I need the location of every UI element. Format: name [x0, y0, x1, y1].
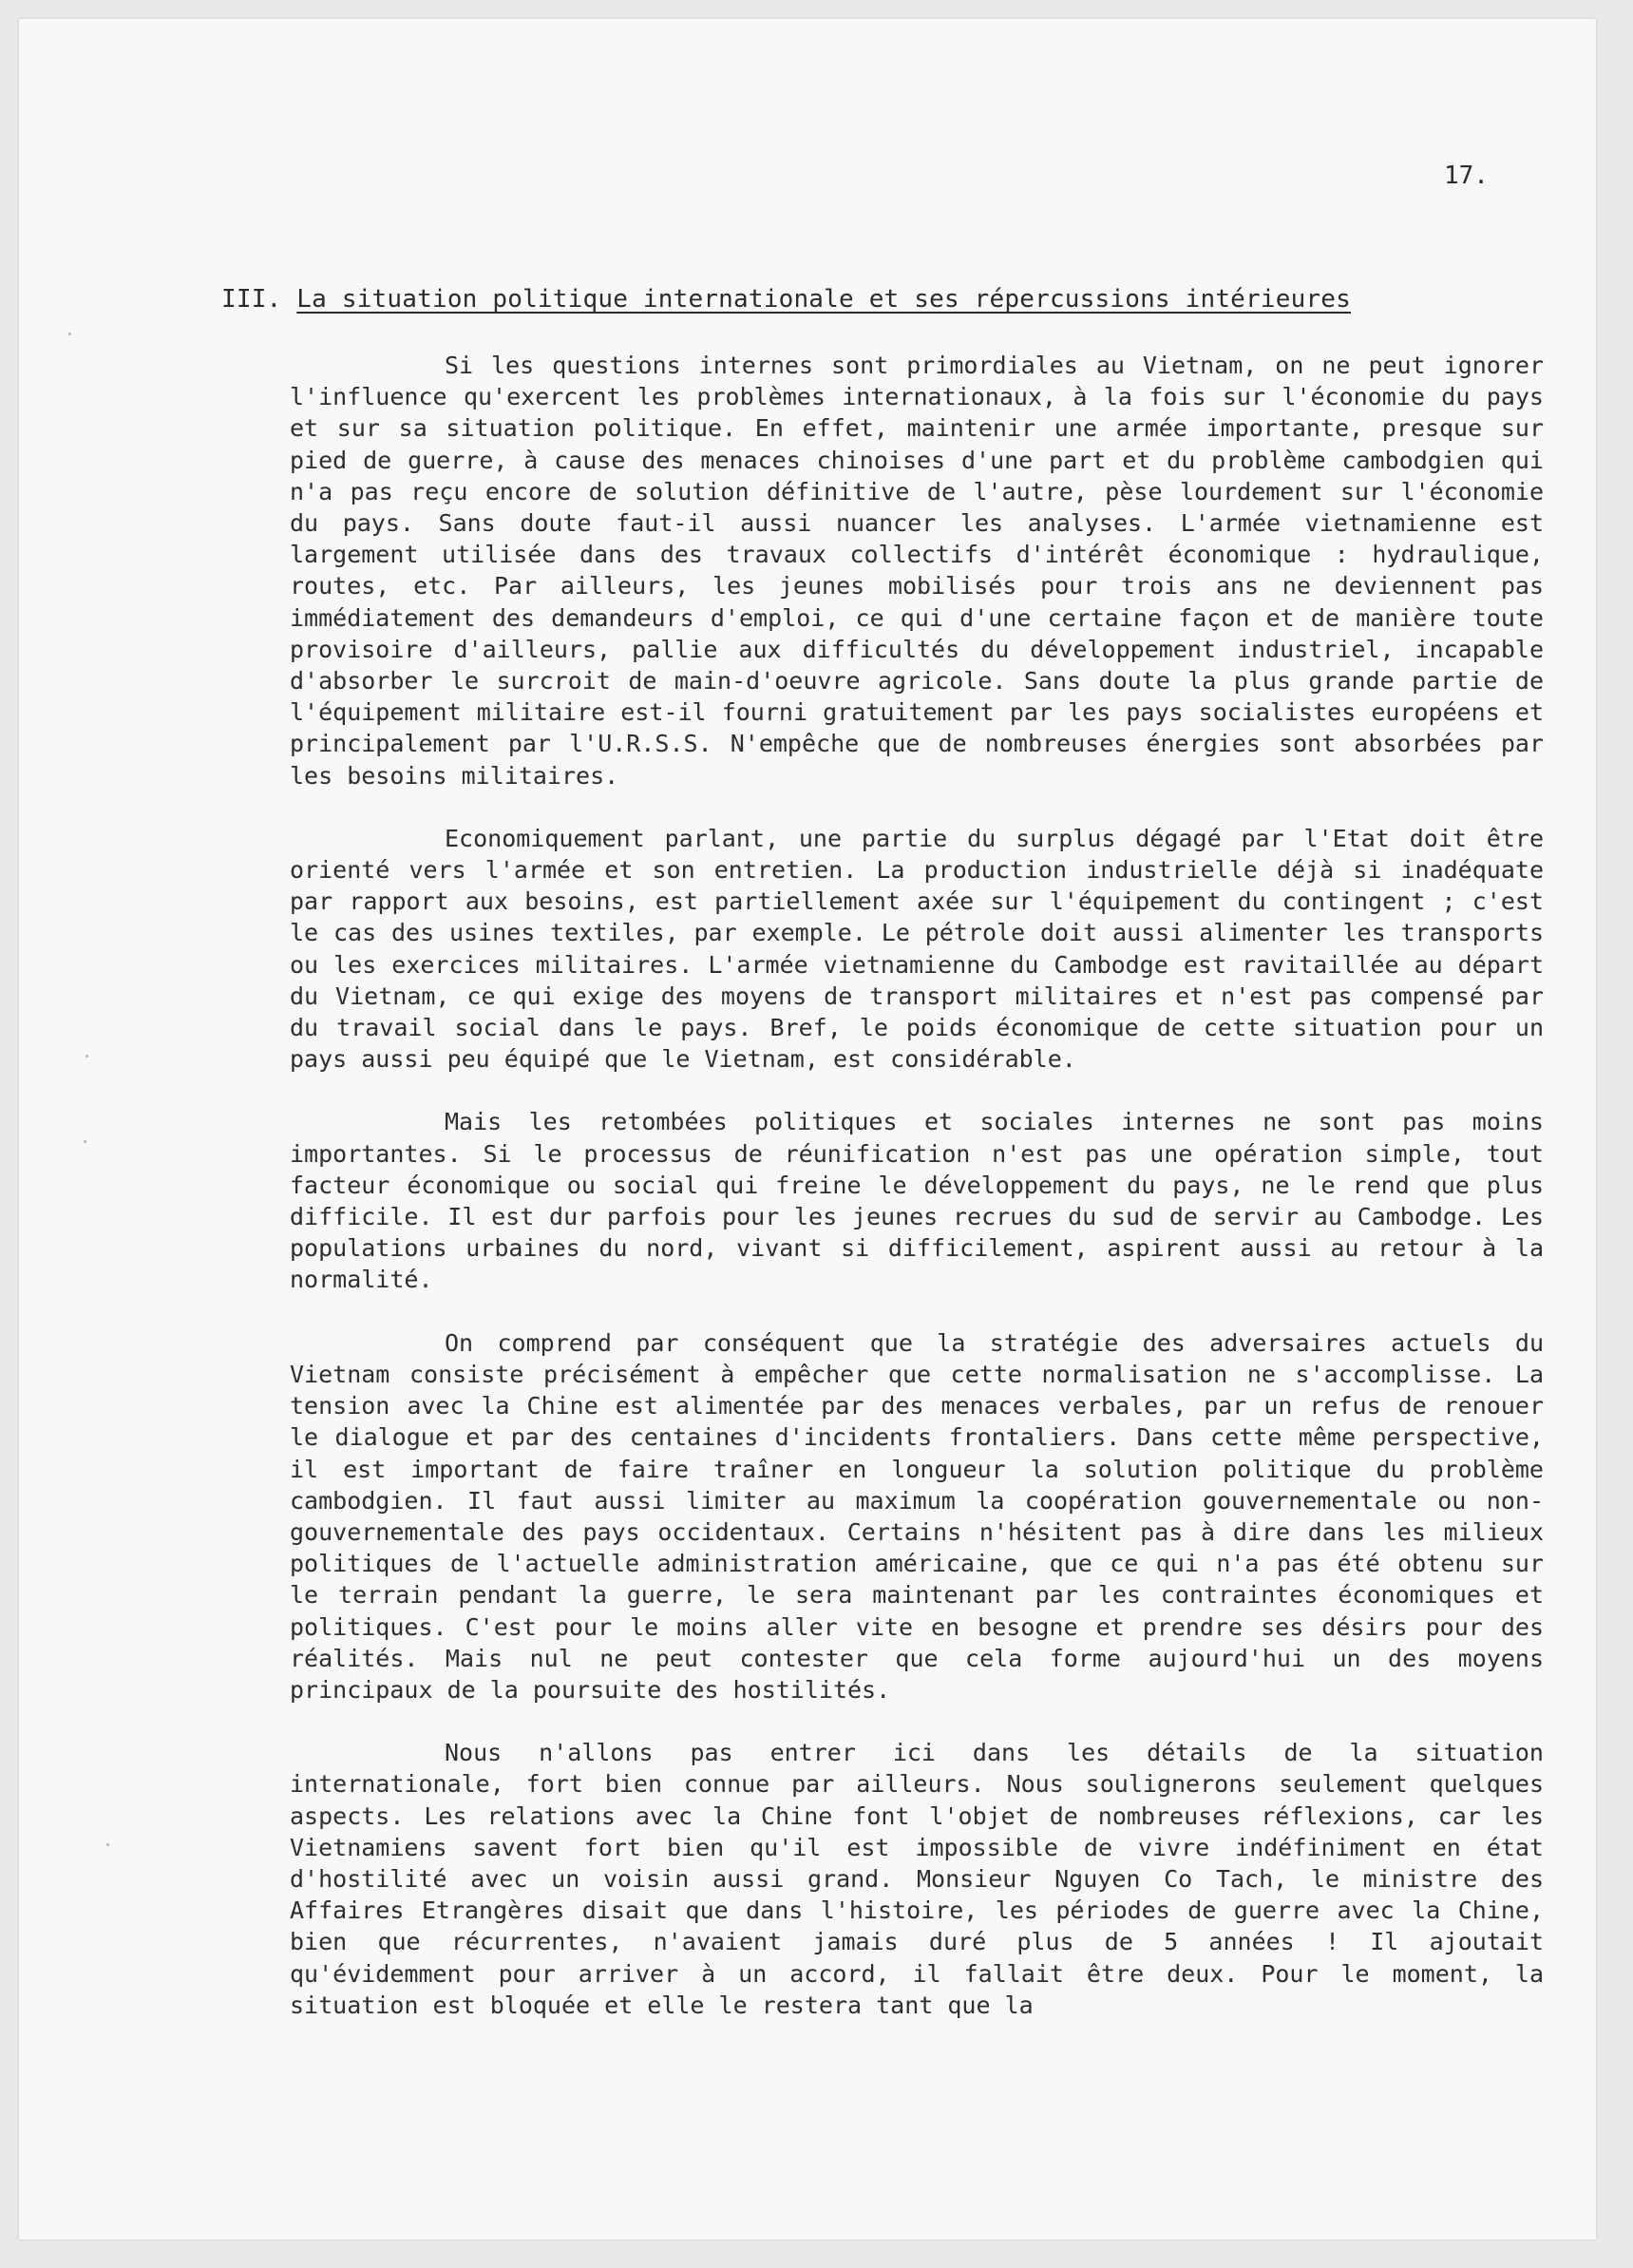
paragraph: On comprend par conséquent que la stratégie des adversaires actuels du Vietnam consiste précisément à empêcher que cette normalisation ne s'accomplisse. La tension avec la Chine est alimentée par des menaces verbales, par un refus de renouer le dialogue et par des centaines d'incidents frontaliers. Dans cette même perspective, il est important de faire traîner en longueur la solution politique du problème cambodgien. Il faut aussi limiter au maximum la coopération gouvernementale ou non-gouvernementale des pays occidentaux. Certains n'hésitent pas à dire dans les milieux politiques de l'actuelle administration américaine, que ce qui n'a pas été obtenu sur le terrain pendant la guerre, le sera maintenant par les contraintes économiques et politiques. C'est pour le moins aller vite en besogne et prendre ses désirs pour des réalités. Mais nul ne peut contester que cela forme aujourd'hui un des moyens principaux de la poursuite des hostilités.: [290, 1328, 1544, 1704]
document-page: [19, 19, 1596, 2239]
section-heading: [221, 285, 1351, 314]
section-title: La situation politique internationale et ses répercussions intérieures: [296, 285, 1352, 314]
paper-speck: [85, 1055, 88, 1058]
section-numeral: III.: [221, 285, 282, 314]
paper-speck: [68, 333, 71, 335]
paper-speck: [84, 1140, 86, 1143]
paragraph: Mais les retombées politiques et sociales internes ne sont pas moins importantes. Si le processus de réunification n'est pas une opération simple, tout facteur économique ou social qui freine le développement du pays, ne le rend que plus difficile. Il est dur parfois pour les jeunes recrues du sud de servir au Cambodge. Les populations urbaines du nord, vivant si difficilement, aspirent aussi au retour à la normalité.: [290, 1108, 1544, 1294]
paragraph: Si les questions internes sont primordiales au Vietnam, on ne peut ignorer l'influence qu'exercent les problèmes internationaux, à la fois sur l'économie du pays et sur sa situation politique. En effet, maintenir une armée importante, presque sur pied de guerre, à cause des menaces chinoises d'une part et du problème cambodgien qui n'a pas reçu encore de solution définitive de l'autre, pèse lourdement sur l'économie du pays. Sans doute faut-il aussi nuancer les analyses. L'armée vietnamienne est largement utilisée dans des travaux collectifs d'intérêt économique : hydraulique, routes, etc. Par ailleurs, les jeunes mobilisés pour trois ans ne deviennent pas immédiatement des demandeurs d'emploi, ce qui d'une certaine façon et de manière toute provisoire d'ailleurs, pallie aux difficultés du développement industriel, incapable d'absorber le surcroit de main-d'oeuvre agricole. Sans doute la plus grande partie de l'équipement militaire est-il fourni gratuitement par les pays socialistes européens et principalement par l'U.R.S.S. N'empêche que de nombreuses énergies sont absorbées par les besoins militaires.: [290, 352, 1544, 790]
paper-speck: [106, 1843, 109, 1846]
paragraph: Economiquement parlant, une partie du surplus dégagé par l'Etat doit être orienté vers l'armée et son entretien. La production industrielle déjà si inadéquate par rapport aux besoins, est partiellement axée sur l'équipement du contingent ; c'est le cas des usines textiles, par exemple. Le pétrole doit aussi alimenter les transports ou les exercices militaires. L'armée vietnamienne du Cambodge est ravitaillée au départ du Vietnam, ce qui exige des moyens de transport militaires et n'est pas compensé par du travail social dans le pays. Bref, le poids économique de cette situation pour un pays aussi peu équipé que le Vietnam, est considérable.: [290, 824, 1544, 1074]
body-text: [290, 350, 1544, 2052]
page-number: 17.: [1444, 162, 1489, 190]
paragraph: Nous n'allons pas entrer ici dans les détails de la situation internationale, fort bien connue par ailleurs. Nous soulignerons seulement quelques aspects. Les relations avec la Chine font l'objet de nombreuses réflexions, car les Vietnamiens savent fort bien qu'il est impossible de vivre indéfiniment en état d'hostilité avec un voisin aussi grand. Monsieur Nguyen Co Tach, le ministre des Affaires Etrangères disait que dans l'histoire, les périodes de guerre avec la Chine, bien que récurrentes, n'avaient jamais duré plus de 5 années ! Il ajoutait qu'évidemment pour arriver à un accord, il fallait être deux. Pour le moment, la situation est bloquée et elle le restera tant que la: [290, 1739, 1544, 2019]
